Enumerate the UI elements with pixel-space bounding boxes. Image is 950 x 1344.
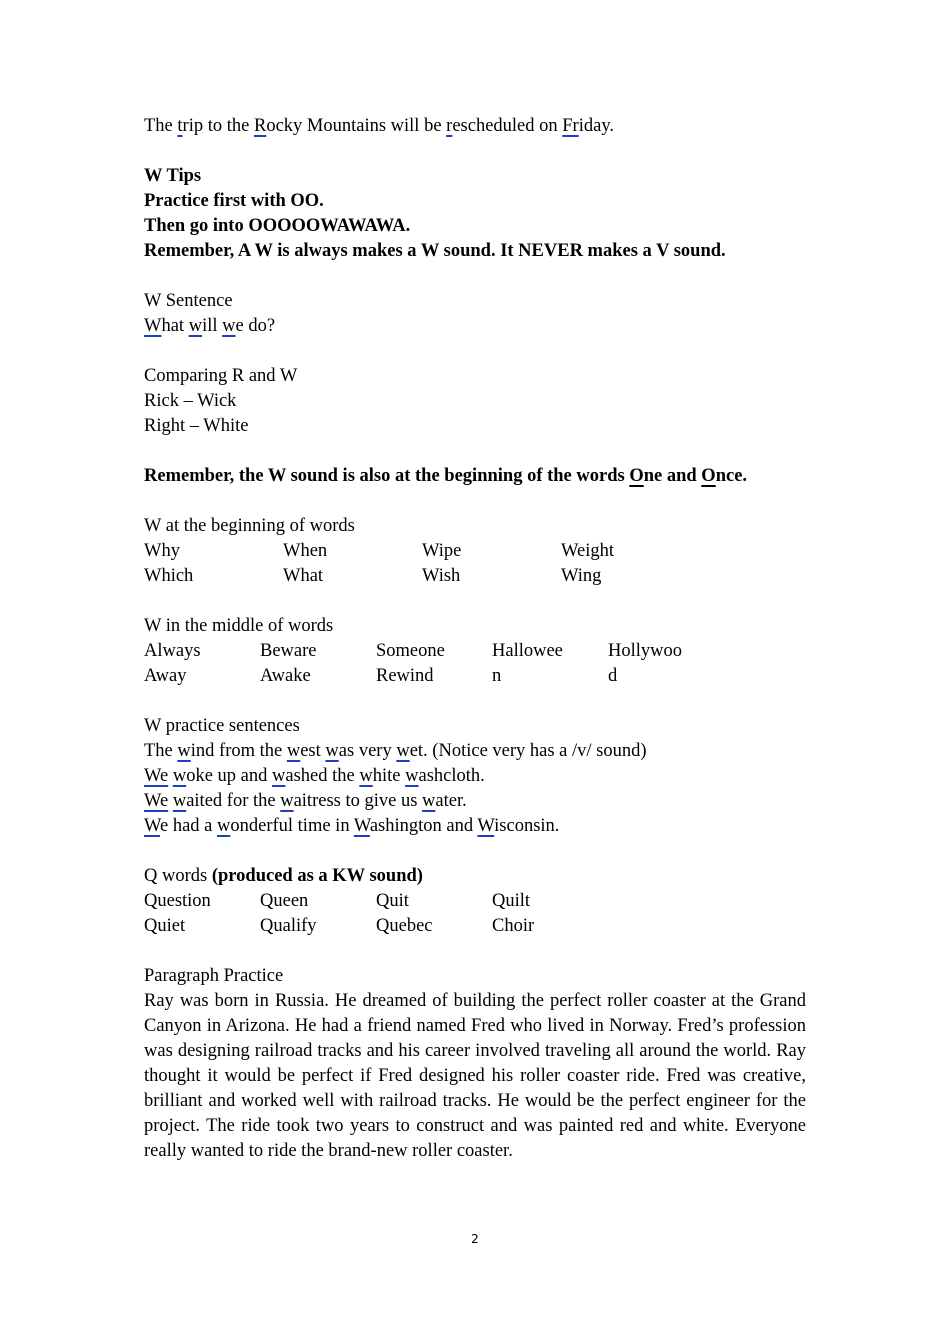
word: Away bbox=[144, 666, 187, 686]
underlined-letter: w bbox=[222, 316, 236, 336]
word: Quebec bbox=[376, 916, 433, 936]
text: Remember, the W sound is also at the beginning of the words bbox=[144, 466, 630, 486]
underlined-letter: w bbox=[188, 316, 203, 336]
underlined-letter: w bbox=[422, 791, 436, 811]
text: ne and bbox=[643, 466, 702, 486]
underlined-letter: O bbox=[629, 466, 644, 486]
text: hat bbox=[161, 316, 189, 336]
text: Q words bbox=[144, 866, 212, 886]
text: The bbox=[144, 116, 178, 136]
underlined-letter: w bbox=[272, 766, 286, 786]
word-row bbox=[144, 914, 806, 939]
word: What bbox=[283, 566, 324, 586]
word: Quilt bbox=[492, 891, 531, 911]
text: ashington and bbox=[369, 816, 478, 836]
underlined-letter: R bbox=[253, 116, 267, 136]
word: Someone bbox=[376, 641, 445, 661]
word-row bbox=[144, 639, 806, 664]
one-once-note bbox=[144, 464, 806, 489]
q-words-heading bbox=[144, 864, 806, 889]
text: aitress to give us bbox=[293, 791, 423, 811]
word: Beware bbox=[260, 641, 317, 661]
word: Hallowee bbox=[492, 641, 563, 661]
comparing-pair: Rick – Wick bbox=[144, 391, 237, 411]
w-tips-line: Practice first with OO. bbox=[144, 191, 324, 211]
word: Choir bbox=[492, 916, 535, 936]
text: onderful time in bbox=[230, 816, 354, 836]
text: et. (Notice very has a /v/ sound) bbox=[409, 741, 647, 761]
underlined-letter: w bbox=[359, 766, 373, 786]
underlined-letter: w bbox=[286, 741, 301, 761]
underlined-letter: t bbox=[177, 116, 183, 136]
practice-sentence bbox=[144, 764, 806, 789]
page-number: 2 bbox=[471, 1232, 479, 1246]
word: Wipe bbox=[422, 541, 462, 561]
underlined-letter: We bbox=[144, 791, 169, 811]
practice-sentence bbox=[144, 814, 806, 839]
word: Always bbox=[144, 641, 201, 661]
underlined-letter: W bbox=[144, 816, 160, 836]
underlined-letter: w bbox=[280, 791, 294, 811]
comparing-pair: Right – White bbox=[144, 416, 249, 436]
underlined-letter: W bbox=[353, 816, 370, 836]
w-middle-heading: W in the middle of words bbox=[144, 616, 334, 636]
underlined-letter: r bbox=[446, 116, 453, 136]
word: When bbox=[283, 541, 328, 561]
text: oke up and bbox=[186, 766, 273, 786]
paragraph-text: Ray was born in Russia. He dreamed of building the perfect roller coaster at the Grand Canyon in Arizona. He had a friend named Fred who lived in Norway. Fred’s profession was designing railroad tracks and his career involved traveling all around the world. Ray thought it would be perfect if Fred designed his roller coaster ride. Fred was creative, brilliant and worked well with railroad tracks. He would be the perfect engineer for the project. The ride took two years to construct and was painted red and white. Everyone really wanted to ride the brand-new roller coaster. bbox=[144, 991, 806, 1161]
w-tips-line: Then go into OOOOOWAWAWA. bbox=[144, 216, 411, 236]
word: Rewind bbox=[376, 666, 434, 686]
underlined-letter: w bbox=[217, 816, 231, 836]
word: Awake bbox=[260, 666, 311, 686]
text: (produced as a KW sound) bbox=[211, 866, 423, 886]
w-tips-title: W Tips bbox=[144, 166, 202, 186]
word: Wing bbox=[561, 566, 602, 586]
underlined-letter: W bbox=[144, 316, 162, 336]
underlined-letter: w bbox=[177, 741, 191, 761]
text: escheduled on bbox=[452, 116, 563, 136]
text: nce. bbox=[715, 466, 748, 486]
underlined-letter: w bbox=[172, 791, 187, 811]
underlined-letter: w bbox=[405, 766, 419, 786]
w-sentence bbox=[144, 314, 806, 339]
underlined-letter: W bbox=[477, 816, 495, 836]
text: r bbox=[182, 116, 189, 136]
word: d bbox=[608, 666, 618, 686]
text: est bbox=[300, 741, 326, 761]
word-row bbox=[144, 564, 806, 589]
text: ashed the bbox=[285, 766, 360, 786]
word: Queen bbox=[260, 891, 309, 911]
text: as very bbox=[338, 741, 397, 761]
text: ater. bbox=[435, 791, 467, 811]
underlined-letter: We bbox=[144, 766, 169, 786]
text: ocky Mountains will be bbox=[266, 116, 447, 136]
text: hite bbox=[372, 766, 406, 786]
underlined-letter: Fr bbox=[562, 116, 579, 136]
w-sentence-heading: W Sentence bbox=[144, 291, 233, 311]
text: e do? bbox=[235, 316, 276, 336]
w-beginning-heading: W at the beginning of words bbox=[144, 516, 355, 536]
word: Quiet bbox=[144, 916, 186, 936]
word-row bbox=[144, 539, 806, 564]
word: Hollywoo bbox=[608, 641, 682, 661]
text: The bbox=[144, 741, 178, 761]
word-row bbox=[144, 889, 806, 914]
underlined-letter: w bbox=[396, 741, 410, 761]
word: Weight bbox=[561, 541, 614, 561]
text: isconsin. bbox=[494, 816, 560, 836]
word: Question bbox=[144, 891, 211, 911]
text: aited for the bbox=[186, 791, 281, 811]
word: Why bbox=[144, 541, 180, 561]
document-page bbox=[144, 114, 806, 1164]
word: Which bbox=[144, 566, 194, 586]
word: n bbox=[492, 666, 502, 686]
text: ashcloth. bbox=[418, 766, 485, 786]
text: ind from the bbox=[190, 741, 287, 761]
underlined-letter: w bbox=[172, 766, 187, 786]
comparing-heading: Comparing R and W bbox=[144, 366, 298, 386]
word: Qualify bbox=[260, 916, 317, 936]
paragraph-heading: Paragraph Practice bbox=[144, 966, 284, 986]
rocky-sentence bbox=[144, 114, 806, 139]
text: ip to the bbox=[188, 116, 254, 136]
w-practice-heading: W practice sentences bbox=[144, 716, 300, 736]
word: Quit bbox=[376, 891, 409, 911]
underlined-letter: O bbox=[701, 466, 716, 486]
text: iday. bbox=[578, 116, 614, 136]
w-tips-line: Remember, A W is always makes a W sound. It NEVER makes a V sound. bbox=[144, 241, 726, 261]
word-row bbox=[144, 664, 806, 689]
underlined-letter: w bbox=[325, 741, 339, 761]
practice-sentence bbox=[144, 739, 806, 764]
word: Wish bbox=[422, 566, 461, 586]
text: e had a bbox=[159, 816, 217, 836]
practice-sentence bbox=[144, 789, 806, 814]
text: ill bbox=[202, 316, 223, 336]
